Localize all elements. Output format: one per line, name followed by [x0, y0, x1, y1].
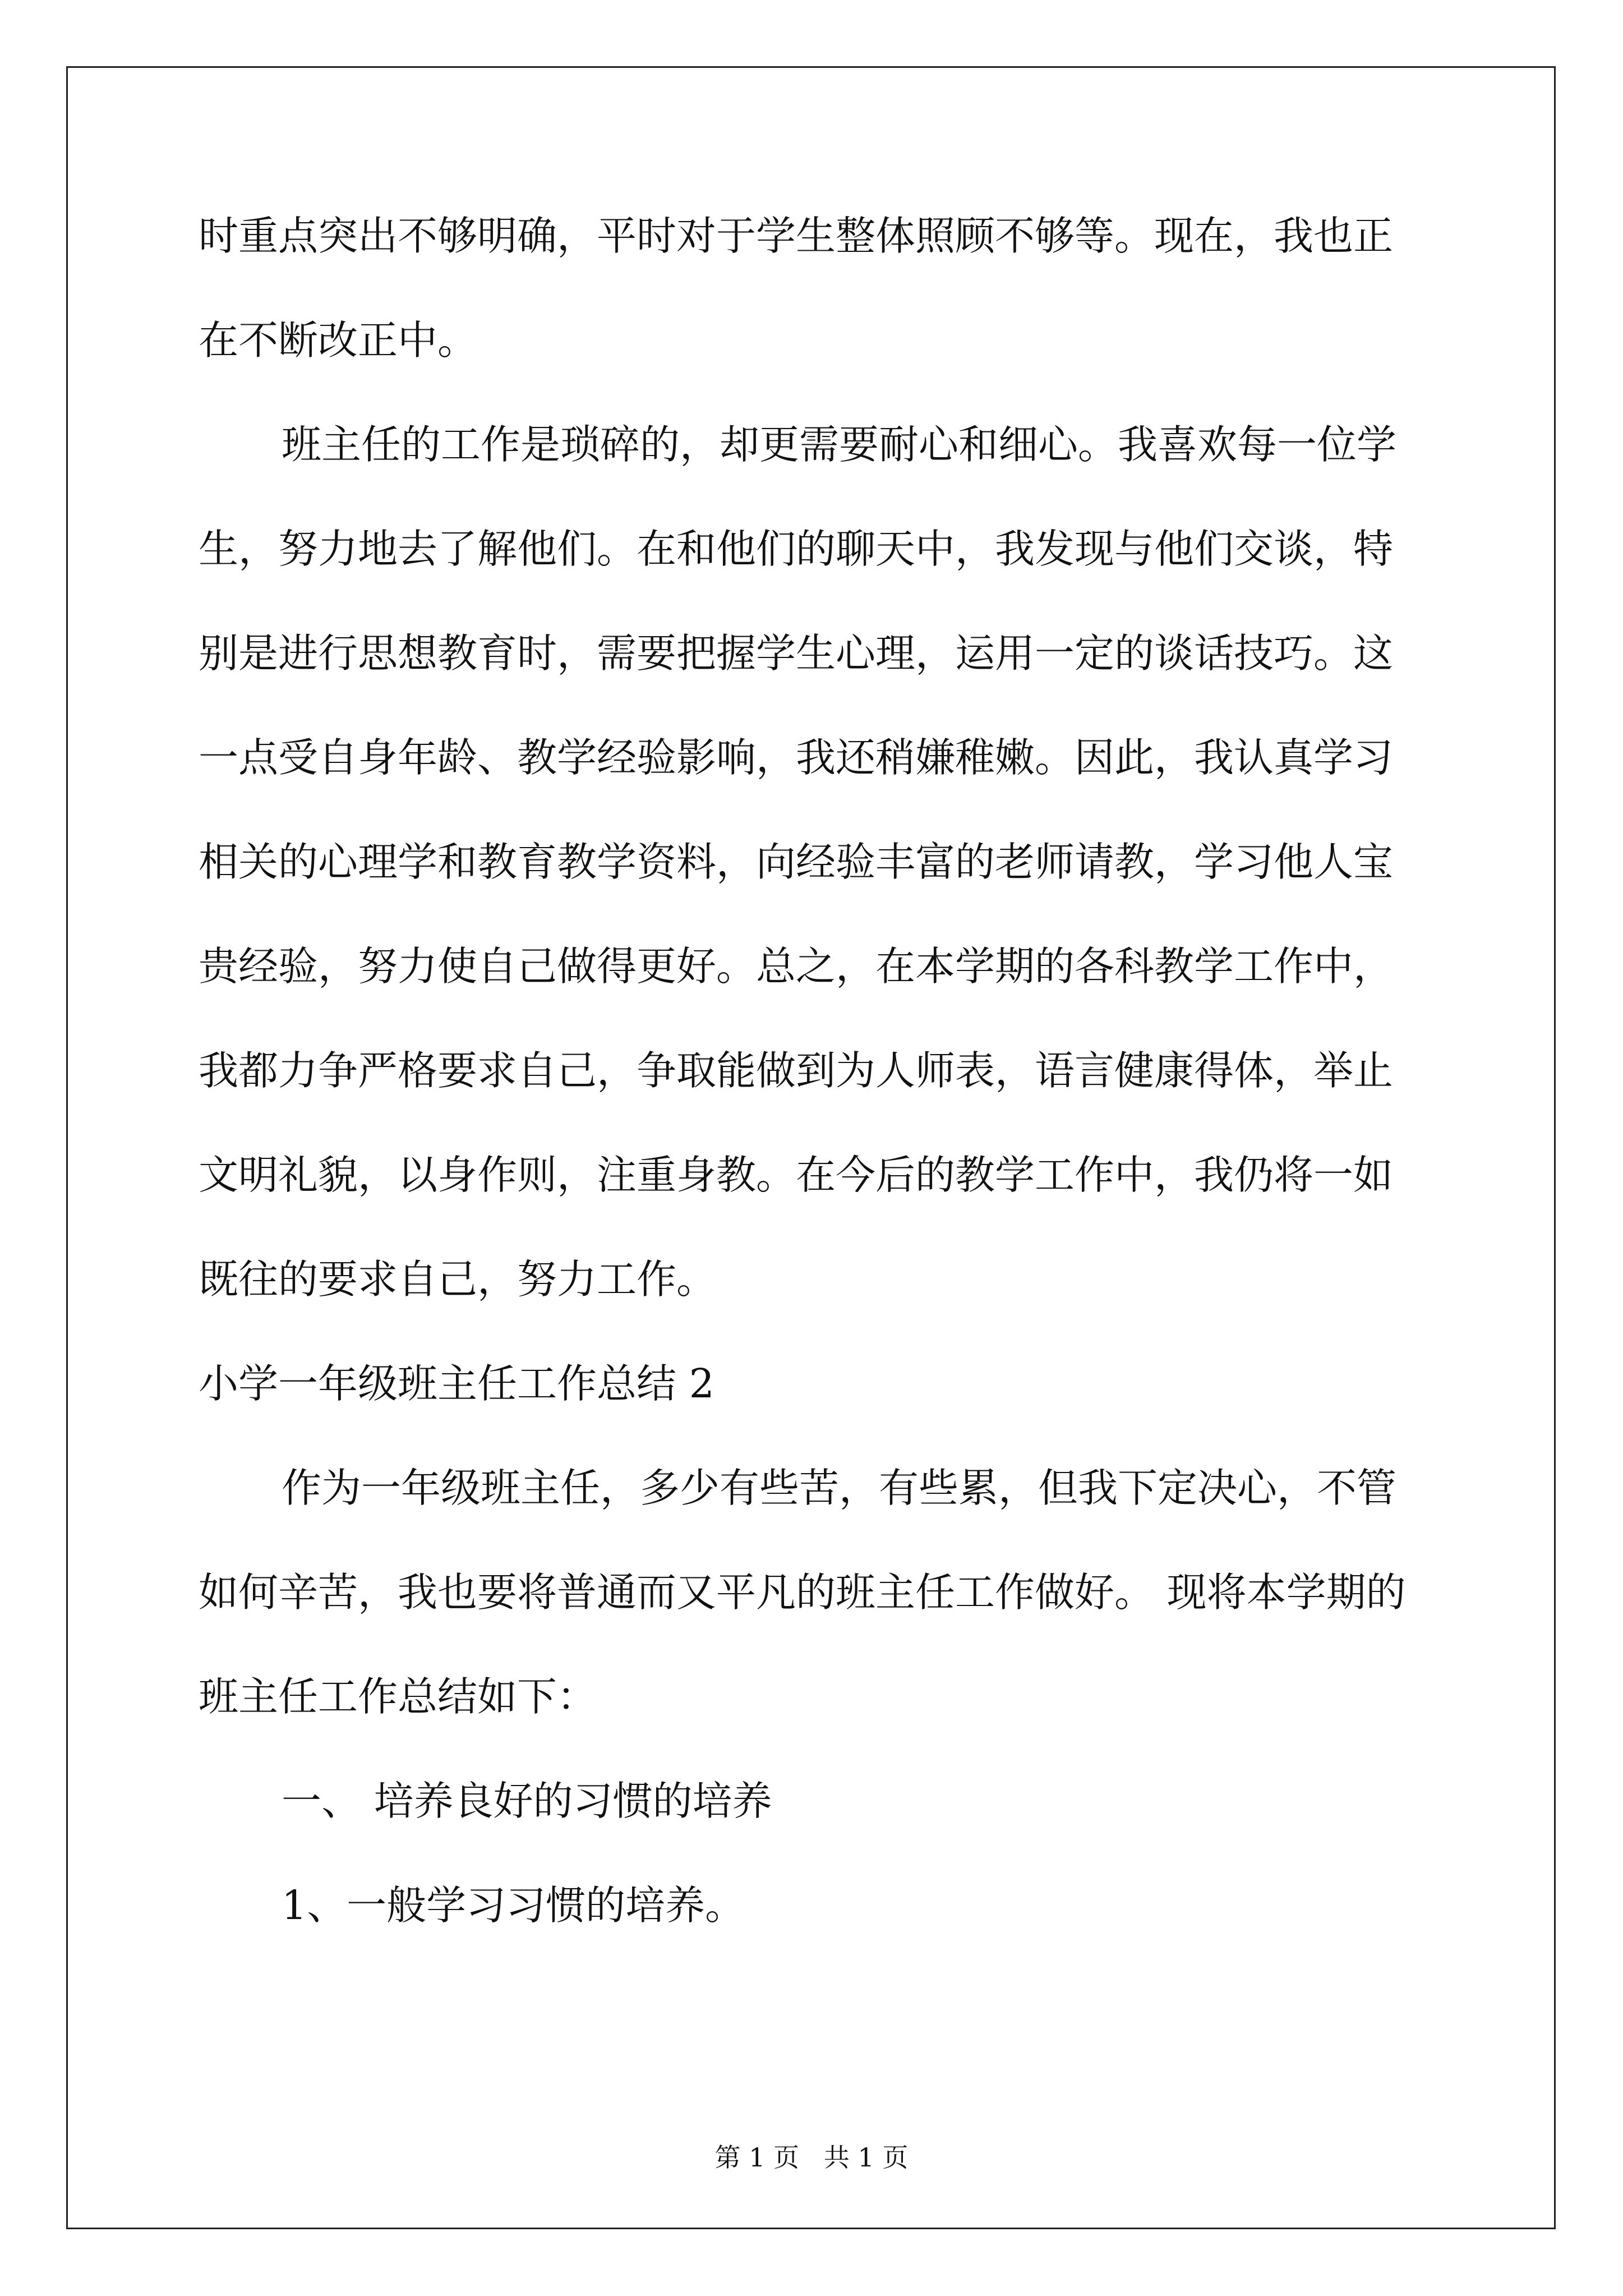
text-line: 一点受自身年龄、教学经验影响，我还稍嫌稚嫩。因此，我认真学习 [199, 734, 1394, 781]
text-line: 时重点突出不够明确，平时对于学生整体照顾不够等。现在，我也正 [199, 213, 1394, 259]
text-line: 在不断改正中。 [199, 317, 478, 364]
text-line: 我都力争严格要求自己，争取能做到为人师表，语言健康得体，举止 [199, 1047, 1394, 1094]
text-line: 贵经验，努力使自己做得更好。总之，在本学期的各科教学工作中， [199, 943, 1394, 990]
list-item: 1、一般学习习惯的培养。 [282, 1882, 745, 1929]
document-body [199, 213, 1432, 1990]
text-line: 班主任工作总结如下： [199, 1673, 597, 1720]
list-heading: 一、 培养良好的习惯的培养 [282, 1778, 772, 1824]
paragraph-start: 班主任的工作是琐碎的，却更需要耐心和细心。我喜欢每一位学 [282, 421, 1397, 468]
paragraph-start: 作为一年级班主任，多少有些苦，有些累，但我下定决心，不管 [282, 1465, 1397, 1511]
section-heading: 小学一年级班主任工作总结 2 [199, 1360, 714, 1407]
page-footer: 第 1 页 共 1 页 [714, 2142, 909, 2173]
text-line: 相关的心理学和教育教学资料，向经验丰富的老师请教，学习他人宝 [199, 839, 1394, 885]
text-line: 文明礼貌，以身作则，注重身教。在今后的教学工作中，我仍将一如 [199, 1152, 1394, 1198]
text-line: 既往的要求自己，努力工作。 [199, 1256, 717, 1303]
text-line: 生，努力地去了解他们。在和他们的聊天中，我发现与他们交谈，特 [199, 526, 1394, 572]
text-line: 别是进行思想教育时，需要把握学生心理，运用一定的谈话技巧。这 [199, 630, 1394, 677]
text-line: 如何辛苦，我也要将普通而又平凡的班主任工作做好。 现将本学期的 [199, 1569, 1406, 1616]
